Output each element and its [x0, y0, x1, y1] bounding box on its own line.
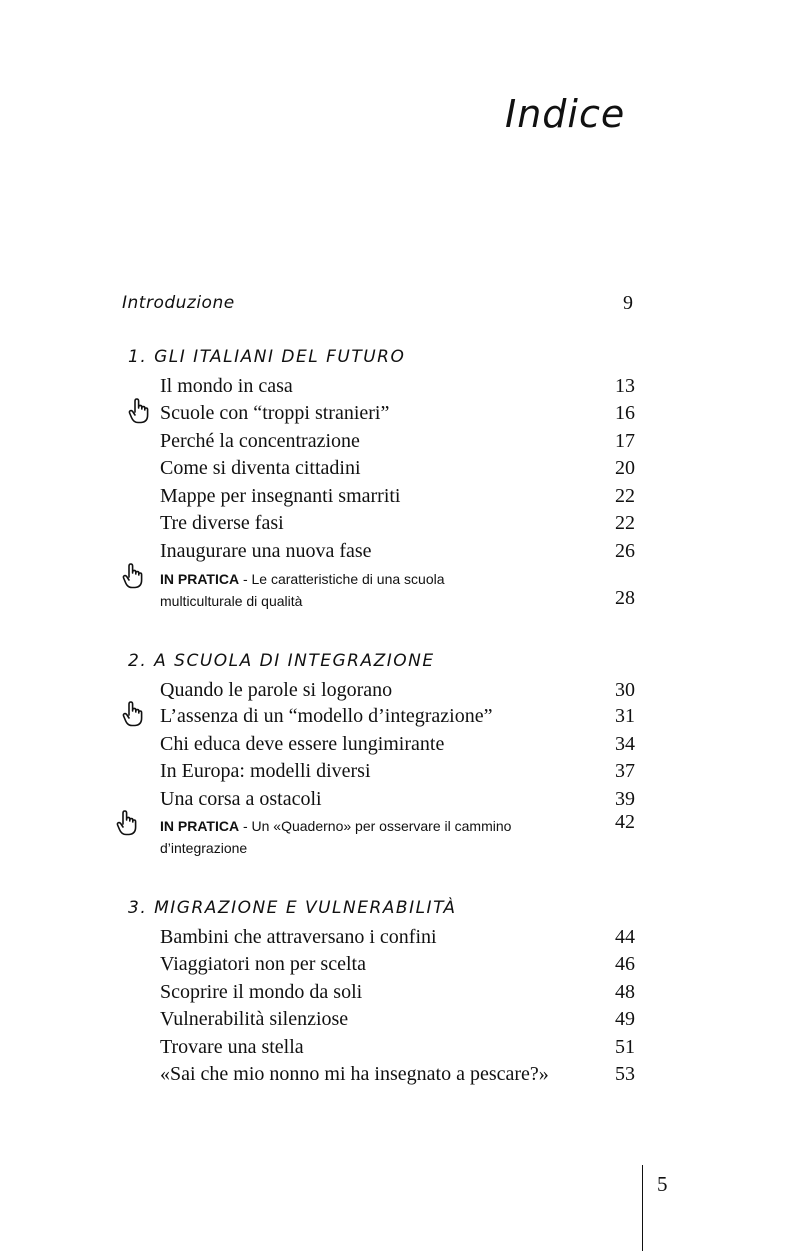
- page-number: 5: [657, 1172, 668, 1196]
- toc-entry: [160, 483, 635, 510]
- entry-label: Perché la concentrazione: [160, 430, 360, 452]
- chapter-2-title: 2. A SCUOLA DI INTEGRAZIONE: [128, 651, 435, 671]
- practice-tag: IN PRATICA: [160, 818, 240, 834]
- entry-label: Trovare una stella: [160, 1036, 304, 1058]
- entry-page: 22: [615, 485, 635, 507]
- entry-label: «Sai che mio nonno mi ha insegnato a pescare?»: [160, 1063, 549, 1085]
- entry-page: 42: [615, 811, 635, 833]
- toc-entry: [160, 979, 635, 1006]
- entry-page: 37: [615, 760, 635, 782]
- chapter-3-title: 3. MIGRAZIONE E VULNERABILITÀ: [128, 898, 457, 918]
- toc-entry: [160, 786, 635, 813]
- entry-label: Quando le parole si logorano: [160, 679, 393, 701]
- entry-page: 34: [615, 733, 635, 755]
- entry-page: 28: [615, 587, 635, 609]
- entry-page: 51: [615, 1036, 635, 1058]
- pointing-hand-icon: [128, 398, 150, 424]
- entry-page: 16: [615, 402, 635, 424]
- entry-label: Vulnerabilità silenziose: [160, 1008, 349, 1030]
- toc-entry: [160, 1034, 635, 1061]
- entry-page: 46: [615, 953, 635, 975]
- entry-label: Inaugurare una nuova fase: [160, 540, 372, 562]
- entry-page: 20: [615, 457, 635, 479]
- toc-entry: [160, 951, 635, 978]
- practice-text: - Un «Quaderno» per osservare il cammino: [239, 818, 512, 834]
- chapter-1-title: 1. GLI ITALIANI DEL FUTURO: [128, 347, 406, 367]
- entry-page: 48: [615, 981, 635, 1003]
- entry-label: In Europa: modelli diversi: [160, 760, 371, 782]
- toc-entry: [160, 758, 635, 785]
- toc-entry: [160, 510, 635, 537]
- practice-entry: [160, 568, 635, 612]
- toc-entry: [160, 1061, 635, 1088]
- entry-label: Tre diverse fasi: [160, 512, 284, 534]
- entry-page: 39: [615, 788, 635, 810]
- practice-text-continued: multiculturale di qualità: [160, 593, 303, 609]
- introduction-page: 9: [623, 292, 633, 314]
- toc-entry: [160, 677, 635, 704]
- entry-label: Viaggiatori non per scelta: [160, 953, 366, 975]
- practice-text: - Le caratteristiche di una scuola: [239, 571, 445, 587]
- toc-entry: [160, 924, 635, 951]
- entry-label: Bambini che attraversano i confini: [160, 926, 437, 948]
- entry-page: 22: [615, 512, 635, 534]
- toc-entry: [160, 703, 635, 730]
- entry-page: 30: [615, 679, 635, 701]
- practice-entry: [160, 811, 635, 859]
- entry-label: Il mondo in casa: [160, 375, 293, 397]
- entry-label: Mappe per insegnanti smarriti: [160, 485, 401, 507]
- practice-text-continued: d’integrazione: [160, 840, 248, 856]
- entry-label: Scuole con “troppi stranieri”: [160, 402, 390, 424]
- toc-entry: [160, 373, 635, 400]
- page-title: Indice: [505, 92, 626, 136]
- toc-entry: [160, 428, 635, 455]
- entry-page: 31: [615, 705, 635, 727]
- entry-page: 26: [615, 540, 635, 562]
- toc-entry: [160, 400, 635, 427]
- pointing-hand-icon: [122, 563, 144, 589]
- toc-entry: [160, 1006, 635, 1033]
- toc-entry: [160, 538, 635, 565]
- entry-label: Una corsa a ostacoli: [160, 788, 322, 810]
- toc-entry: [160, 455, 635, 482]
- introduction-label: Introduzione: [122, 293, 235, 313]
- entry-page: 53: [615, 1063, 635, 1085]
- entry-page: 17: [615, 430, 635, 452]
- pointing-hand-icon: [122, 701, 144, 727]
- entry-label: Scoprire il mondo da soli: [160, 981, 363, 1003]
- entry-label: Come si diventa cittadini: [160, 457, 361, 479]
- entry-page: 44: [615, 926, 635, 948]
- page-number-rule: [642, 1165, 643, 1251]
- practice-tag: IN PRATICA: [160, 571, 240, 587]
- toc-entry: [160, 731, 635, 758]
- pointing-hand-icon: [116, 810, 138, 836]
- entry-page: 49: [615, 1008, 635, 1030]
- entry-page: 13: [615, 375, 635, 397]
- entry-label: Chi educa deve essere lungimirante: [160, 733, 445, 755]
- entry-label: L’assenza di un “modello d’integrazione”: [160, 705, 493, 727]
